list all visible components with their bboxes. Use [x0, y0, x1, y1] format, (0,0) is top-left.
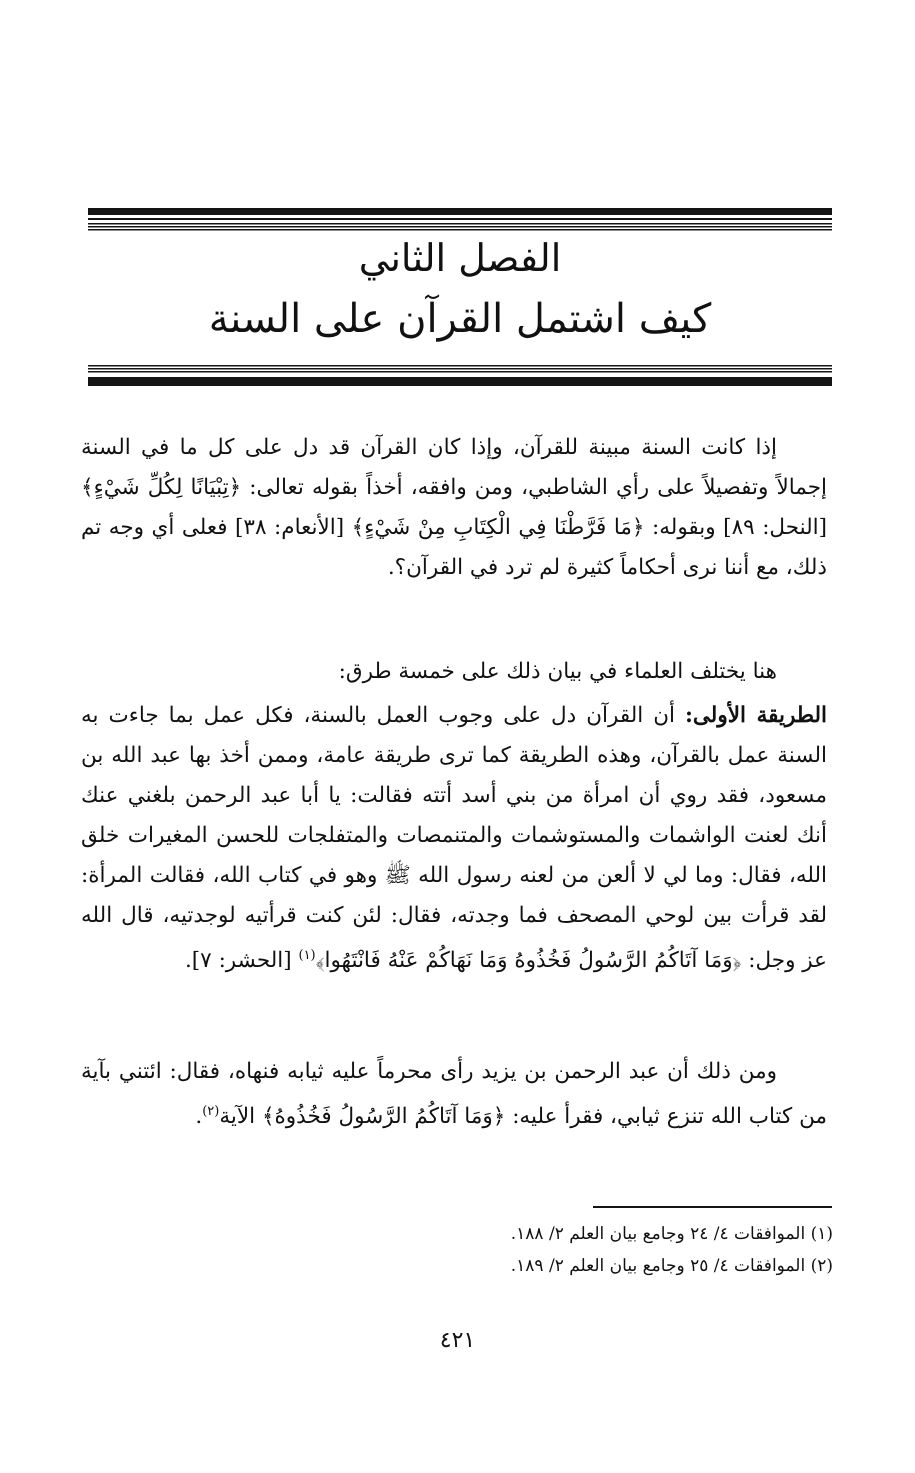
chapter-title: كيف اشتمل القرآن على السنة: [208, 296, 712, 342]
footnote-2: (٢) الموافقات ٤/ ٢٥ وجامع بيان العلم ٢/ ١٨٩.: [510, 1256, 833, 1276]
paragraph-text-tail: .: [195, 1104, 203, 1130]
chapter-number: الفصل الثاني: [358, 236, 562, 280]
first-method-heading: الطريقة الأولى:: [684, 703, 827, 728]
chapter-header-top-rule: [88, 208, 832, 232]
footnote-reference-2[interactable]: (٢): [202, 1104, 220, 1119]
paragraph-text: إذا كانت السنة مبينة للقرآن، وإذا كان القرآن قد دل على كل ما في السنة إجمالاً وتفصيلاً على رأي الشاطبي، ومن وافقه، أخذاً بقوله تعالى: ﴿تِبْيَانًا لِكُلِّ شَيْءٍ﴾ [النحل: ٨٩] وبقوله: ﴿مَا فَرَّطْنَا فِي الْكِتَابِ مِنْ شَيْءٍ﴾ [الأنعام: ٣٨] فعلى أي وجه تم ذلك، مع أننا نرى أحكاماً كثيرة لم ترد في القرآن؟.: [81, 435, 827, 580]
paragraph-example: [81, 1052, 827, 1137]
paragraph-text: أن القرآن دل على وجوب العمل بالسنة، فكل عمل بما جاءت به السنة عمل بالقرآن، وهذه الطريقة كما ترى طريقة عامة، وممن أخذ بها عبد الله بن مسعود، فقد روي أن امرأة من بني أسد أتته فقالت: يا أبا عبد الرحمن بلغني عنك أنك لعنت الواشمات والمستوشمات والمتنمصات والمتفلجات للحسن المغيرات خلق الله، فقال: وما لي لا ألعن من لعنه رسول الله ﷺ وهو في كتاب الله، فقالت المرأة: لقد قرأت بين لوحي المصحف فما وجدته، فقال: لئن كنت قرأتيه لوجدتيه، قال الله عز وجل: ﴿وَمَا آتَاكُمُ الرَّسُولُ فَخُذُوهُ وَمَا نَهَاكُمْ عَنْهُ فَانْتَهُوا﴾: [81, 703, 827, 974]
footnote-1: (١) الموافقات ٤/ ٢٤ وجامع بيان العلم ٢/ ١٨٨.: [510, 1224, 833, 1244]
paragraph-text: ومن ذلك أن عبد الرحمن بن يزيد رأى محرماً عليه ثيابه فنهاه، فقال: ائتني بآية من كتاب الله تنزع ثيابي، فقرأ عليه: ﴿وَمَا آتَاكُمُ الرَّسُولُ فَخُذُوهُ﴾ الآية: [81, 1059, 827, 1130]
footnotes: [83, 1218, 833, 1282]
chapter-header-bottom-rule: [88, 362, 832, 386]
paragraph-methods: [81, 652, 827, 692]
page-number: ٤٢١: [439, 1328, 476, 1353]
paragraph-text: هنا يختلف العلماء في بيان ذلك على خمسة طرق:: [338, 659, 777, 684]
paragraph-first-method: [81, 696, 827, 981]
footnote-separator: [593, 1206, 832, 1208]
paragraph-text-tail: [الحشر: ٧].: [184, 948, 299, 974]
paragraph-intro: [81, 428, 827, 588]
footnote-reference-1[interactable]: (١): [298, 948, 316, 963]
